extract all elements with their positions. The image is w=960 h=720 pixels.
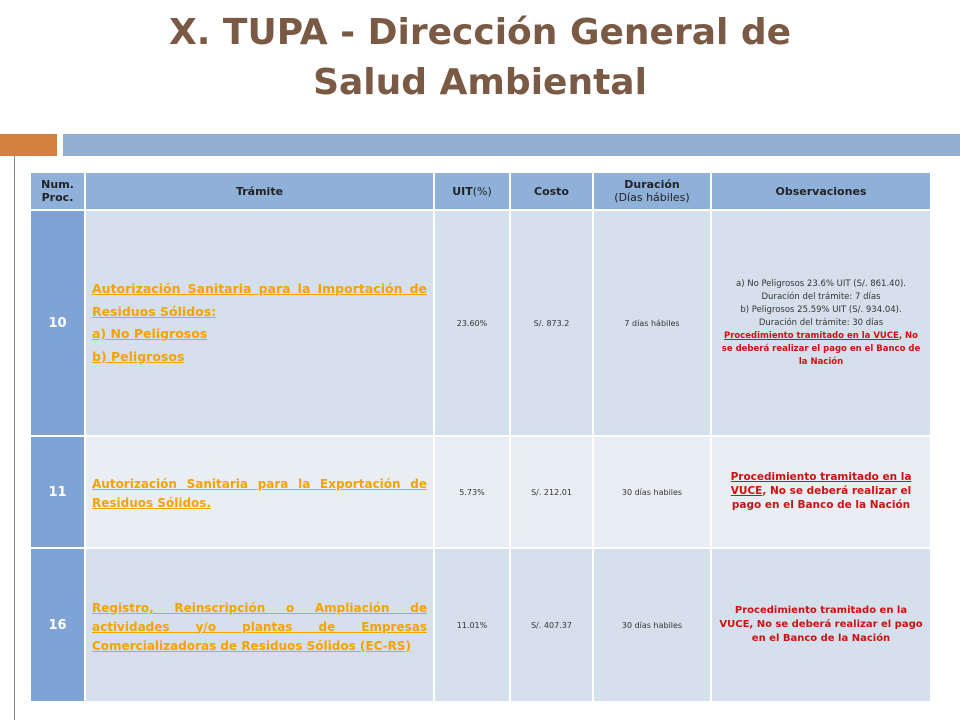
- cell-tramite: [85, 210, 434, 436]
- obs-note: Procedimiento tramitado en la VUCE, No se deberá realizar el pago en el Banco de la Nación: [719, 605, 923, 644]
- slide-title-line2: Salud Ambiental: [313, 62, 647, 103]
- obs-note: , No se deberá realizar el pago en el Banco de la Nación: [731, 485, 912, 511]
- header-duracion-unit: (Días hábiles): [614, 191, 690, 204]
- cell-costo: S/. 212.01: [510, 436, 593, 548]
- cell-num: 11: [30, 436, 85, 548]
- vuce-link[interactable]: Procedimiento tramitado en la VUCE: [723, 330, 899, 341]
- cell-duracion: 30 días habiles: [593, 548, 711, 702]
- obs-note: , No se deberá realizar el pago en el Banco de la Nación: [721, 330, 921, 367]
- tramite-link[interactable]: Registro, Reinscripción o Ampliación de actividades y/o plantas de Empresas Comercializadoras de Residuos Sólidos (EC-RS): [92, 600, 427, 653]
- vuce-link[interactable]: Procedimiento tramitado en la VUCE: [730, 471, 912, 497]
- cell-duracion: 7 días hábiles: [593, 210, 711, 436]
- cell-uit: 23.60%: [434, 210, 510, 436]
- header-num-proc: Num. Proc.: [30, 172, 85, 210]
- cell-tramite: [85, 436, 434, 548]
- table-row: [30, 436, 931, 548]
- accent-bar-orange: [0, 134, 57, 156]
- header-uit: [434, 172, 510, 210]
- table-row: [30, 548, 931, 702]
- table-row: [30, 210, 931, 436]
- tramite-line: b) Peligrosos: [92, 348, 185, 364]
- cell-observaciones: [711, 210, 931, 436]
- cell-costo: S/. 407.37: [510, 548, 593, 702]
- accent-bar-blue: [63, 134, 960, 156]
- cell-observaciones: [711, 548, 931, 702]
- slide-title-line1: X. TUPA - Dirección General de: [168, 12, 792, 53]
- header-uit-unit: (%): [472, 184, 492, 198]
- header-duracion-label: Duración: [624, 178, 680, 191]
- cell-num: 16: [30, 548, 85, 702]
- tramite-link[interactable]: Autorización Sanitaria para la Exportación de Residuos Sólidos.: [92, 477, 427, 510]
- slide-title: [0, 8, 960, 108]
- tramite-line: Autorización Sanitaria para la Importación de Residuos Sólidos:: [92, 281, 427, 319]
- header-tramite: Trámite: [85, 172, 434, 210]
- cell-costo: S/. 873.2: [510, 210, 593, 436]
- tramite-line: a) No Peligrosos: [92, 326, 208, 341]
- cell-observaciones: [711, 436, 931, 548]
- header-costo: Costo: [510, 172, 593, 210]
- obs-line: Duración del trámite: 7 días: [761, 291, 881, 302]
- header-uit-label: UIT: [452, 184, 473, 198]
- obs-line: b) Peligrosos 25.59% UIT (S/. 934.04).: [740, 304, 902, 315]
- cell-num: 10: [30, 210, 85, 436]
- cell-duracion: 30 días habiles: [593, 436, 711, 548]
- slide-vertical-rule: [14, 156, 15, 720]
- cell-uit: 11.01%: [434, 548, 510, 702]
- cell-tramite: [85, 548, 434, 702]
- table-header-row: [30, 172, 931, 210]
- tupa-table: [29, 171, 932, 703]
- header-duracion: [593, 172, 711, 210]
- header-observaciones: Observaciones: [711, 172, 931, 210]
- obs-line: a) No Peligrosos 23.6% UIT (S/. 861.40).: [736, 278, 906, 289]
- tramite-link[interactable]: [92, 281, 427, 364]
- cell-uit: 5.73%: [434, 436, 510, 548]
- obs-line: Duración del trámite: 30 días: [758, 317, 884, 328]
